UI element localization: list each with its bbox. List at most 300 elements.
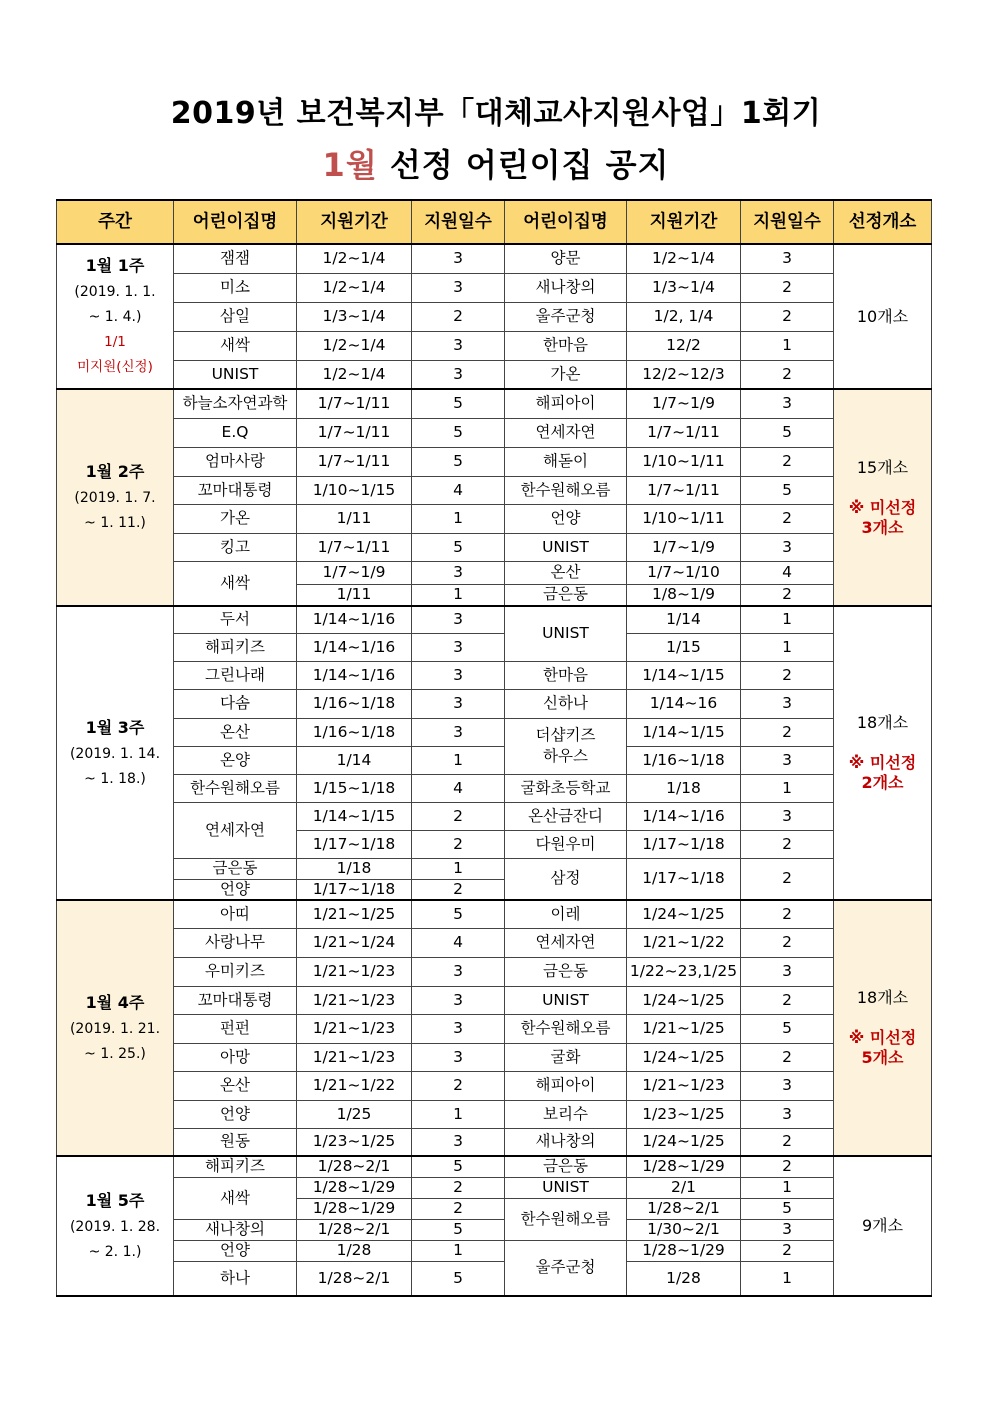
table-cell: 아띠 xyxy=(174,900,297,928)
subtitle-month: 1월 xyxy=(322,146,378,184)
table-row xyxy=(57,1100,932,1128)
table-row xyxy=(57,533,932,561)
table-cell: 1 xyxy=(412,504,505,533)
table-cell: 1/21~1/22 xyxy=(627,928,741,957)
table-cell: 1/16~1/18 xyxy=(297,689,412,718)
week2-count xyxy=(834,389,932,606)
table-cell: 1 xyxy=(741,1261,834,1296)
week3-cell xyxy=(57,606,174,900)
week1-cell xyxy=(57,244,174,389)
week2-cell xyxy=(57,389,174,606)
selection-table xyxy=(56,199,932,1297)
table-cell: 3 xyxy=(412,561,505,584)
week-range: ~ 2. 1.) xyxy=(88,1243,142,1260)
header-center-name-2: 어린이집명 xyxy=(505,200,627,244)
table-cell: 해돋이 xyxy=(505,447,627,476)
table-cell: 신하나 xyxy=(505,689,627,718)
table-cell: 온산 xyxy=(505,561,627,584)
table-cell: UNIST xyxy=(505,1177,627,1198)
table-cell: 울주군청 xyxy=(505,1240,627,1296)
table-cell: 하늘소자연과학 xyxy=(174,389,297,418)
header-center-name: 어린이집명 xyxy=(174,200,297,244)
table-cell: 1 xyxy=(412,584,505,606)
table-cell: 한마음 xyxy=(505,661,627,689)
table-cell: 5 xyxy=(412,1261,505,1296)
table-cell: 5 xyxy=(412,418,505,447)
table-cell: 1/10~1/11 xyxy=(627,447,741,476)
table-cell: 2 xyxy=(741,302,834,331)
table-row xyxy=(57,331,932,360)
table-cell: 3 xyxy=(412,606,505,633)
table-cell: 1/7~1/11 xyxy=(297,533,412,561)
table-cell: 새싹 xyxy=(174,561,297,606)
table-cell: 1/18 xyxy=(627,774,741,802)
table-cell: 1/15~1/18 xyxy=(297,774,412,802)
table-cell: 금은동 xyxy=(505,957,627,986)
week5-cell xyxy=(57,1156,174,1296)
table-row xyxy=(57,1219,932,1240)
table-cell: 3 xyxy=(412,661,505,689)
table-cell: 금은동 xyxy=(174,858,297,879)
table-cell: 1/21~1/23 xyxy=(297,1014,412,1043)
table-cell: UNIST xyxy=(174,360,297,389)
unselected-count: 3개소 xyxy=(861,517,904,537)
table-cell: 1/14 xyxy=(297,746,412,774)
table-cell: 1/2~1/4 xyxy=(297,331,412,360)
week-range: (2019. 1. 28. xyxy=(69,1218,161,1235)
table-cell: 3 xyxy=(412,331,505,360)
table-cell: 4 xyxy=(412,928,505,957)
table-cell: 2 xyxy=(412,802,505,830)
table-cell: E.Q xyxy=(174,418,297,447)
table-cell: 3 xyxy=(741,389,834,418)
table-cell: 1/28~1/29 xyxy=(627,1156,741,1177)
table-cell: 굴화 xyxy=(505,1043,627,1071)
table-cell: 5 xyxy=(412,533,505,561)
table-cell: 1/14~1/15 xyxy=(627,661,741,689)
table-row xyxy=(57,802,932,830)
table-cell: 1/17~1/18 xyxy=(297,879,412,900)
table-cell: 미소 xyxy=(174,273,297,302)
week-label: 1월 1주 xyxy=(85,256,145,275)
table-cell: 양문 xyxy=(505,244,627,273)
table-cell: 3 xyxy=(741,1071,834,1100)
week1-count: 10개소 xyxy=(834,244,932,389)
table-cell: 언양 xyxy=(174,879,297,900)
table-cell: 1/17~1/18 xyxy=(297,830,412,858)
table-cell: 1/28~2/1 xyxy=(297,1261,412,1296)
table-cell: 1/2~1/4 xyxy=(627,244,741,273)
table-cell: 12/2~12/3 xyxy=(627,360,741,389)
table-row xyxy=(57,1128,932,1156)
table-cell: 2 xyxy=(412,1071,505,1100)
week-label: 1월 2주 xyxy=(85,462,145,481)
table-cell: 1/21~1/23 xyxy=(297,957,412,986)
week-range: (2019. 1. 7. xyxy=(74,490,156,506)
table-cell: 3 xyxy=(412,1128,505,1156)
table-cell: 연세자연 xyxy=(505,418,627,447)
table-cell: 해피아이 xyxy=(505,1071,627,1100)
unselected-label: ※ 미선정 xyxy=(848,753,917,772)
table-cell: 1/25 xyxy=(297,1100,412,1128)
table-row xyxy=(57,273,932,302)
table-cell: 가온 xyxy=(505,360,627,389)
table-row xyxy=(57,900,932,928)
table-cell: 다원우미 xyxy=(505,830,627,858)
table-cell: 1/21~1/23 xyxy=(297,986,412,1014)
table-cell: 굴화초등학교 xyxy=(505,774,627,802)
table-cell: 1/28~2/1 xyxy=(627,1198,741,1219)
table-cell: 2 xyxy=(741,718,834,746)
header-row xyxy=(57,200,932,244)
table-cell: 온산 xyxy=(174,1071,297,1100)
unselected-label: ※ 미선정 xyxy=(848,497,917,517)
week-range: ~ 1. 4.) xyxy=(88,309,142,325)
table-cell: 1/7~1/9 xyxy=(297,561,412,584)
table-cell: 1/7~1/11 xyxy=(297,447,412,476)
table-cell: 1/17~1/18 xyxy=(627,858,741,900)
table-row xyxy=(57,928,932,957)
table-cell: 2 xyxy=(412,1198,505,1219)
table-cell: 2 xyxy=(412,302,505,331)
table-cell: 새나창의 xyxy=(505,273,627,302)
table-cell: 1/14~16 xyxy=(627,689,741,718)
table-cell: 2 xyxy=(741,504,834,533)
table-cell: 1/3~1/4 xyxy=(627,273,741,302)
table-cell: 4 xyxy=(412,476,505,504)
table-cell: 한수원해오름 xyxy=(505,1198,627,1240)
table-cell: 1/28~2/1 xyxy=(297,1219,412,1240)
table-cell: 삼일 xyxy=(174,302,297,331)
table-row xyxy=(57,606,932,633)
table-cell: 1 xyxy=(412,858,505,879)
table-cell: 1/14~1/15 xyxy=(627,718,741,746)
table-cell: 1 xyxy=(741,331,834,360)
table-cell: 2 xyxy=(741,858,834,900)
table-cell: 새나창의 xyxy=(174,1219,297,1240)
table-cell: 삼정 xyxy=(505,858,627,900)
unselected-count: 2개소 xyxy=(861,773,904,792)
table-cell: 온산금잔디 xyxy=(505,802,627,830)
table-cell: 1/7~1/11 xyxy=(627,418,741,447)
table-cell: 1/14 xyxy=(627,606,741,633)
table-cell: 우미키즈 xyxy=(174,957,297,986)
center-name-line: 하우스 xyxy=(543,747,588,765)
table-cell: 2 xyxy=(741,360,834,389)
table-cell: 1/21~1/25 xyxy=(297,900,412,928)
table-cell: 1 xyxy=(741,1177,834,1198)
week4-count xyxy=(834,900,932,1156)
week-note: 1/1 xyxy=(104,334,126,350)
table-row xyxy=(57,858,932,879)
table-cell: 1 xyxy=(741,606,834,633)
table-row xyxy=(57,302,932,331)
table-row xyxy=(57,561,932,584)
table-cell: 5 xyxy=(412,1219,505,1240)
table-cell: 12/2 xyxy=(627,331,741,360)
table-cell: 1/21~1/24 xyxy=(297,928,412,957)
subtitle-text: 선정 어린이집 공지 xyxy=(389,146,670,184)
table-cell: 1/28~2/1 xyxy=(297,1156,412,1177)
table-cell: 5 xyxy=(741,1198,834,1219)
table-cell: 2 xyxy=(741,273,834,302)
table-cell: 해피아이 xyxy=(505,389,627,418)
unselected-count: 5개소 xyxy=(861,1048,904,1067)
table-cell: 해피키즈 xyxy=(174,1156,297,1177)
table-cell: 한수원해오름 xyxy=(505,476,627,504)
table-cell: 온양 xyxy=(174,746,297,774)
table-cell: 1 xyxy=(412,746,505,774)
week-label: 1월 3주 xyxy=(85,717,145,737)
table-cell: 킹고 xyxy=(174,533,297,561)
week-label: 1월 5주 xyxy=(85,1190,145,1210)
table-row xyxy=(57,689,932,718)
week-label: 1월 4주 xyxy=(85,992,145,1012)
table-cell: 3 xyxy=(741,957,834,986)
table-cell: 1/24~1/25 xyxy=(627,986,741,1014)
week5-count: 9개소 xyxy=(834,1156,932,1296)
table-cell: 1/28~1/29 xyxy=(297,1177,412,1198)
table-cell: 한수원해오름 xyxy=(505,1014,627,1043)
table-row xyxy=(57,1014,932,1043)
table-cell: 1/7~1/11 xyxy=(627,476,741,504)
header-days: 지원일수 xyxy=(412,200,505,244)
table-cell xyxy=(505,718,627,774)
table-cell: 2 xyxy=(412,879,505,900)
table-cell: 1/22~23,1/25 xyxy=(627,957,741,986)
table-cell: 그린나래 xyxy=(174,661,297,689)
table-cell: 2 xyxy=(741,1240,834,1261)
table-cell: 5 xyxy=(412,900,505,928)
table-cell: 3 xyxy=(412,1014,505,1043)
table-cell: 1/14~1/16 xyxy=(297,633,412,661)
center-name-line: 더샵키즈 xyxy=(535,726,596,744)
week-range: (2019. 1. 21. xyxy=(69,1020,161,1037)
table-cell: 2 xyxy=(741,1128,834,1156)
table-cell: 2 xyxy=(741,928,834,957)
table-cell: 1/7~1/9 xyxy=(627,533,741,561)
table-cell: 1/14~1/16 xyxy=(297,661,412,689)
header-week: 주간 xyxy=(57,200,174,244)
table-cell: 1/21~1/23 xyxy=(297,1043,412,1071)
table-cell: 3 xyxy=(412,360,505,389)
table-cell: 3 xyxy=(412,244,505,273)
table-cell: 금은동 xyxy=(505,584,627,606)
table-cell: 해피키즈 xyxy=(174,633,297,661)
table-cell: 5 xyxy=(741,476,834,504)
table-cell: 3 xyxy=(741,1100,834,1128)
table-row xyxy=(57,1240,932,1261)
table-cell: 3 xyxy=(412,633,505,661)
table-cell: 1/2~1/4 xyxy=(297,360,412,389)
unselected-label: ※ 미선정 xyxy=(848,1028,917,1047)
table-cell: 1/24~1/25 xyxy=(627,1043,741,1071)
table-cell: 4 xyxy=(412,774,505,802)
table-cell: 2 xyxy=(741,830,834,858)
table-row xyxy=(57,447,932,476)
table-row xyxy=(57,661,932,689)
table-cell: 다솜 xyxy=(174,689,297,718)
table-cell: 2 xyxy=(741,447,834,476)
week-range: (2019. 1. 1. xyxy=(74,284,156,300)
table-cell: 보리수 xyxy=(505,1100,627,1128)
table-row xyxy=(57,633,932,661)
table-cell: 3 xyxy=(412,957,505,986)
table-cell: 1/16~1/18 xyxy=(627,746,741,774)
table-row xyxy=(57,476,932,504)
count-value: 18개소 xyxy=(856,713,909,732)
table-cell: 5 xyxy=(412,447,505,476)
table-cell: 연세자연 xyxy=(174,802,297,858)
table-cell: 3 xyxy=(412,718,505,746)
table-cell: 3 xyxy=(412,273,505,302)
table-cell: 1/23~1/25 xyxy=(627,1100,741,1128)
page-title: 2019년 보건복지부「대체교사지원사업」1회기 xyxy=(170,96,822,131)
table-cell: 1/2~1/4 xyxy=(297,273,412,302)
table-cell: 1/7~1/11 xyxy=(297,389,412,418)
table-cell: 잼잼 xyxy=(174,244,297,273)
table-cell: 2 xyxy=(412,1177,505,1198)
table-cell: 1/3~1/4 xyxy=(297,302,412,331)
table-cell: 1/23~1/25 xyxy=(297,1128,412,1156)
table-cell: 3 xyxy=(741,746,834,774)
week4-cell xyxy=(57,900,174,1156)
table-cell: 3 xyxy=(741,533,834,561)
page-subtitle xyxy=(0,140,992,186)
table-cell: 펀펀 xyxy=(174,1014,297,1043)
table-cell: UNIST xyxy=(505,606,627,661)
table-cell: 1/17~1/18 xyxy=(627,830,741,858)
week-range: ~ 1. 25.) xyxy=(84,1045,146,1062)
table-cell: 새나창의 xyxy=(505,1128,627,1156)
week-note: 미지원(신정) xyxy=(77,359,153,375)
table-cell: 한마음 xyxy=(505,331,627,360)
table-cell: 언양 xyxy=(174,1240,297,1261)
table-row xyxy=(57,1261,932,1296)
table-cell: 1/2, 1/4 xyxy=(627,302,741,331)
table-cell: 3 xyxy=(412,689,505,718)
table-cell: 1/14~1/15 xyxy=(297,802,412,830)
table-cell: 2 xyxy=(412,830,505,858)
table-cell: 2 xyxy=(741,1043,834,1071)
table-cell: 1 xyxy=(412,1240,505,1261)
table-cell: 꼬마대통령 xyxy=(174,986,297,1014)
table-cell: 5 xyxy=(741,1014,834,1043)
table-cell: 1/21~1/23 xyxy=(627,1071,741,1100)
table-cell: 1/10~1/15 xyxy=(297,476,412,504)
count-value: 15개소 xyxy=(856,457,909,477)
table-cell: 3 xyxy=(741,244,834,273)
table-row xyxy=(57,1156,932,1177)
table-cell: 1/24~1/25 xyxy=(627,1128,741,1156)
table-row xyxy=(57,418,932,447)
table-cell: 1/7~1/11 xyxy=(297,418,412,447)
table-cell: 2 xyxy=(741,584,834,606)
table-cell: 2 xyxy=(741,1156,834,1177)
table-cell: 1/30~2/1 xyxy=(627,1219,741,1240)
table-cell: 3 xyxy=(741,1219,834,1240)
count-value: 18개소 xyxy=(856,988,909,1007)
week3-count xyxy=(834,606,932,900)
table-cell: 언양 xyxy=(505,504,627,533)
table-cell: 사랑나무 xyxy=(174,928,297,957)
table-row xyxy=(57,1177,932,1198)
table-cell: 원동 xyxy=(174,1128,297,1156)
header-days-2: 지원일수 xyxy=(741,200,834,244)
table-cell: 1/10~1/11 xyxy=(627,504,741,533)
table-cell: 1/14~1/16 xyxy=(627,802,741,830)
table-row xyxy=(57,718,932,746)
table-cell: 1 xyxy=(741,774,834,802)
table-cell: 5 xyxy=(412,1156,505,1177)
table-cell: 새싹 xyxy=(174,1177,297,1219)
header-count: 선정개소 xyxy=(834,200,932,244)
table-cell: 3 xyxy=(412,986,505,1014)
table-cell: 3 xyxy=(741,689,834,718)
table-cell: 5 xyxy=(412,389,505,418)
table-cell: 1/28 xyxy=(297,1240,412,1261)
table-cell: 금은동 xyxy=(505,1156,627,1177)
table-cell: 아망 xyxy=(174,1043,297,1071)
header-period-2: 지원기간 xyxy=(627,200,741,244)
table-cell: 1/8~1/9 xyxy=(627,584,741,606)
week-range: (2019. 1. 14. xyxy=(69,745,161,762)
table-cell: 3 xyxy=(412,1043,505,1071)
table-cell: 1/15 xyxy=(627,633,741,661)
table-cell: 가온 xyxy=(174,504,297,533)
table-row xyxy=(57,389,932,418)
table-cell: 1/21~1/25 xyxy=(627,1014,741,1043)
table-cell: 2 xyxy=(741,900,834,928)
table-row xyxy=(57,746,932,774)
table-cell: 이레 xyxy=(505,900,627,928)
table-cell: 연세자연 xyxy=(505,928,627,957)
table-cell: 하나 xyxy=(174,1261,297,1296)
table-cell: 1/24~1/25 xyxy=(627,900,741,928)
table-cell: 3 xyxy=(741,802,834,830)
table-cell: 한수원해오름 xyxy=(174,774,297,802)
table-cell: 1/11 xyxy=(297,504,412,533)
table-cell: 4 xyxy=(741,561,834,584)
table-cell: 1/28 xyxy=(627,1261,741,1296)
table-cell: UNIST xyxy=(505,533,627,561)
table-cell: 1 xyxy=(741,633,834,661)
table-cell: 1/11 xyxy=(297,584,412,606)
table-cell: 울주군청 xyxy=(505,302,627,331)
table-cell: 1/28~1/29 xyxy=(297,1198,412,1219)
table-cell: 엄마사랑 xyxy=(174,447,297,476)
table-cell: 2 xyxy=(741,986,834,1014)
table-row xyxy=(57,1071,932,1100)
table-cell: 1/28~1/29 xyxy=(627,1240,741,1261)
week-range: ~ 1. 11.) xyxy=(84,515,146,531)
table-cell: 꼬마대통령 xyxy=(174,476,297,504)
table-cell: 온산 xyxy=(174,718,297,746)
table-cell: 새싹 xyxy=(174,331,297,360)
week-range: ~ 1. 18.) xyxy=(84,770,146,787)
table-cell: 1/2~1/4 xyxy=(297,244,412,273)
table-cell: 언양 xyxy=(174,1100,297,1128)
table-row xyxy=(57,774,932,802)
table-row xyxy=(57,1043,932,1071)
table-cell: UNIST xyxy=(505,986,627,1014)
table-cell: 1/7~1/9 xyxy=(627,389,741,418)
table-row xyxy=(57,504,932,533)
table-cell: 1/18 xyxy=(297,858,412,879)
table-row xyxy=(57,360,932,389)
table-cell: 2/1 xyxy=(627,1177,741,1198)
table-cell: 두서 xyxy=(174,606,297,633)
